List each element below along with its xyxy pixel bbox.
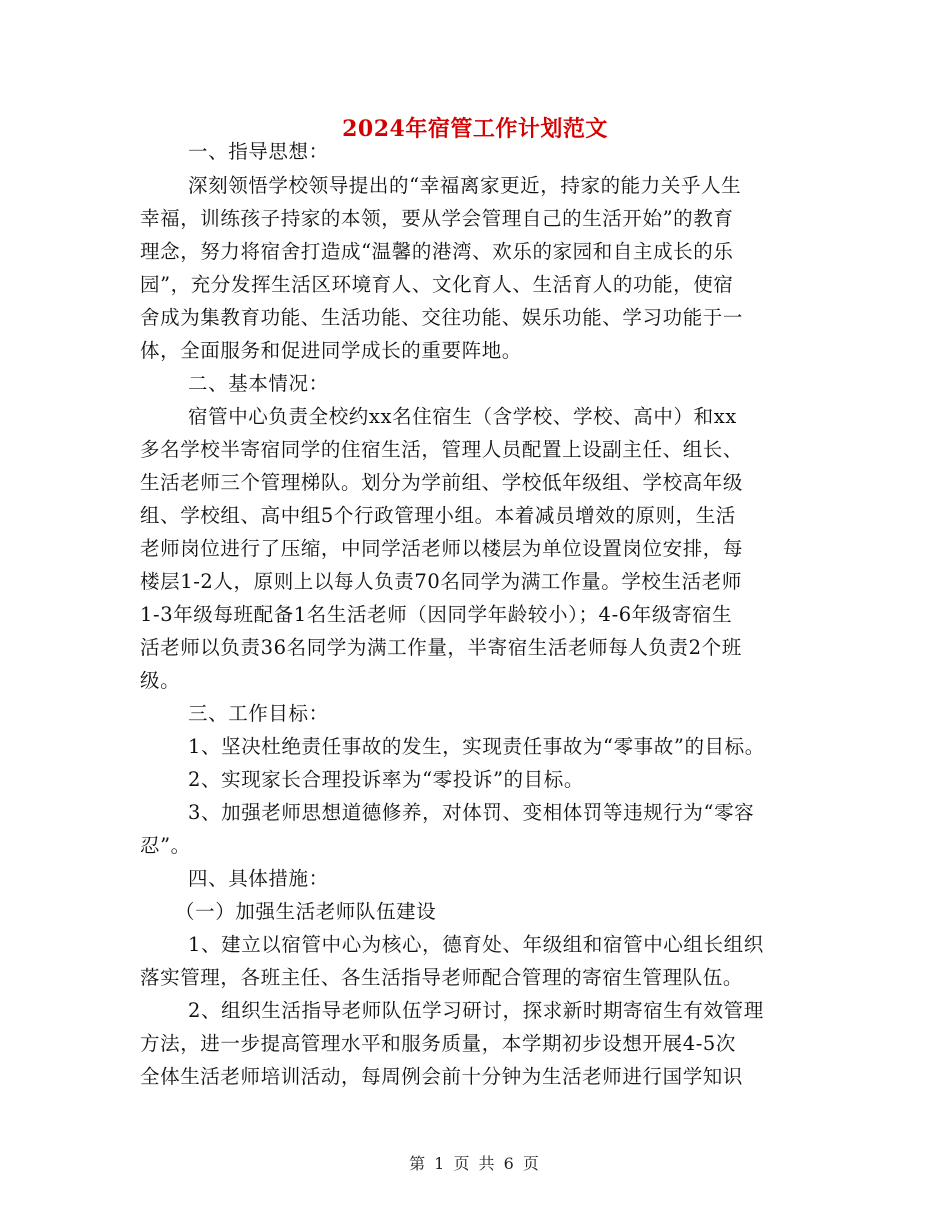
paragraph-line: 2、组织生活指导老师队伍学习研讨，探求新时期寄宿生有效管理	[188, 999, 764, 1022]
paragraph-line: 幸福，训练孩子持家的本领，要从学会管理自己的生活开始”的教育	[140, 207, 734, 230]
paragraph-line: 方法，进一步提高管理水平和服务质量，本学期初步设想开展4-5次	[140, 1032, 737, 1055]
goal-item-1: 1、坚决杜绝责任事故的发生，实现责任事故为“零事故”的目标。	[188, 735, 765, 758]
paragraph-line: 组、学校组、高中组5个行政管理小组。本着减员增效的原则，生活	[140, 504, 736, 527]
page-footer: 第 1 页 共 6 页	[409, 1154, 541, 1173]
paragraph-line: 全体生活老师培训活动，每周例会前十分钟为生活老师进行国学知识	[140, 1065, 744, 1088]
document-title: 2024年宿管工作计划范文	[342, 116, 608, 142]
paragraph-line: 1-3年级每班配备1名生活老师（因同学年龄较小）；4-6年级寄宿生	[140, 603, 733, 626]
paragraph-line: 园”，充分发挥生活区环境育人、文化育人、生活育人的功能，使宿	[140, 273, 734, 296]
paragraph-line: 忍”。	[140, 834, 191, 857]
paragraph-line: 1、建立以宿管中心为核心，德育处、年级组和宿管中心组长组织	[188, 933, 764, 956]
paragraph-line: 老师岗位进行了压缩，中同学活老师以楼层为单位设置岗位安排，每	[140, 537, 744, 560]
paragraph-line: 体，全面服务和促进同学成长的重要阵地。	[140, 339, 522, 362]
subsection-heading: （一）加强生活老师队伍建设	[175, 900, 437, 923]
paragraph-line: 舍成为集教育功能、生活功能、交往功能、娱乐功能、学习功能于一	[140, 306, 744, 329]
paragraph-line: 多名学校半寄宿同学的住宿生活，管理人员配置上设副主任、组长、	[140, 438, 744, 461]
paragraph-line: 楼层1-2人，原则上以每人负责70名同学为满工作量。学校生活老师	[140, 570, 742, 593]
section-heading-work-goals: 三、工作目标：	[188, 702, 329, 725]
paragraph-line: 生活老师三个管理梯队。划分为学前组、学校低年级组、学校高年级	[140, 471, 744, 494]
paragraph-line: 活老师以负责36名同学为满工作量，半寄宿生活老师每人负责2个班	[140, 636, 742, 659]
paragraph-line: 理念，努力将宿舍打造成“温馨的港湾、欢乐的家园和自主成长的乐	[140, 240, 734, 263]
paragraph-line: 落实管理，各班主任、各生活指导老师配合管理的寄宿生管理队伍。	[140, 966, 744, 989]
paragraph-line: 深刻领悟学校领导提出的“幸福离家更近，持家的能力关乎人生	[188, 174, 742, 197]
section-heading-guiding-thought: 一、指导思想：	[188, 140, 329, 163]
section-heading-specific-measures: 四、具体措施：	[188, 867, 329, 890]
paragraph-line: 级。	[140, 669, 181, 692]
goal-item-3: 3、加强老师思想道德修养，对体罚、变相体罚等违规行为“零容	[188, 801, 755, 824]
paragraph-line: 宿管中心负责全校约xx名住宿生（含学校、学校、高中）和xx	[188, 405, 737, 428]
goal-item-2: 2、实现家长合理投诉率为“零投诉”的目标。	[188, 768, 584, 791]
section-heading-basic-situation: 二、基本情况：	[188, 372, 329, 395]
